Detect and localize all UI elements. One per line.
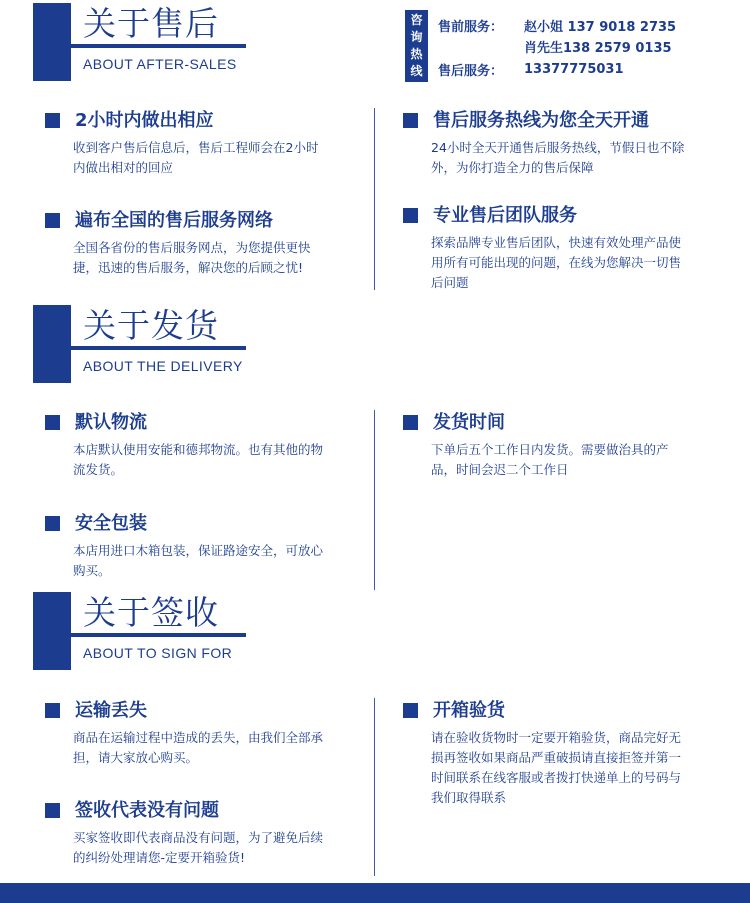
feature-title: 默认物流 [75, 412, 147, 433]
bullet-square-icon [403, 113, 418, 128]
column-divider [374, 410, 375, 590]
column-divider [374, 698, 375, 876]
bullet-square-icon [403, 415, 418, 430]
section-title: 关于发货 [83, 306, 219, 345]
feature-title: 开箱验货 [433, 700, 505, 721]
feature-title: 专业售后团队服务 [433, 205, 577, 226]
aftersale-contact[interactable]: 13377775031 [524, 62, 624, 77]
feature-desc: 全国各省份的售后服务网点，为您提供更快捷，迅速的售后服务，解决您的后顾之忧! [73, 240, 311, 275]
header-underline [71, 346, 246, 350]
bullet-square-icon [45, 113, 60, 128]
header-accent-block [33, 305, 71, 383]
footer-bar [0, 883, 750, 903]
feature-desc: 本店默认使用安能和德邦物流。也有其他的物流发货。 [73, 442, 324, 477]
section-header-sign-for [0, 592, 750, 672]
consult-hotline [405, 10, 750, 84]
presale-label: 售前服务： [438, 20, 504, 35]
section-header-delivery [0, 305, 750, 385]
bullet-square-icon [45, 415, 60, 430]
header-underline [71, 44, 246, 48]
bullet-square-icon [45, 516, 60, 531]
bullet-square-icon [45, 213, 60, 228]
bullet-square-icon [45, 803, 60, 818]
column-divider [374, 108, 375, 290]
feature-title: 遍布全国的售后服务网络 [75, 210, 273, 231]
bullet-square-icon [403, 208, 418, 223]
bullet-square-icon [45, 703, 60, 718]
feature-desc: 本店用进口木箱包装，保证路途安全，可放心购买。 [73, 543, 324, 578]
feature-desc: 收到客户售后信息后，售后工程师会在2小时内做出相对的回应 [73, 140, 319, 175]
presale-contact-1[interactable]: 赵小姐 137 9018 2735 [524, 20, 677, 35]
section-title: 关于签收 [83, 593, 219, 632]
section-subtitle: ABOUT TO SIGN FOR [83, 645, 233, 661]
section-title: 关于售后 [83, 4, 219, 43]
header-accent-block [33, 3, 71, 81]
section-subtitle: ABOUT AFTER-SALES [83, 56, 237, 72]
feature-title: 2小时内做出相应 [75, 110, 214, 131]
feature-desc: 买家签收即代表商品没有问题，为了避免后续的纠纷处理请您-定要开箱验货! [73, 830, 324, 865]
feature-desc: 下单后五个工作日内发货。需要做治具的产品，时间会迟二个工作日 [431, 442, 669, 477]
aftersale-label: 售后服务： [438, 64, 504, 79]
presale-contact-2[interactable]: 肖先生138 2579 0135 [524, 41, 672, 56]
feature-title: 签收代表没有问题 [75, 800, 219, 821]
feature-desc: 探索品牌专业售后团队，快速有效处理产品使用所有可能出现的问题，在线为您解决一切售后问题 [431, 235, 682, 290]
header-underline [71, 633, 246, 637]
feature-desc: 24小时全天开通售后服务热线，节假日也不除外，为你打造全力的售后保障 [431, 140, 685, 175]
bullet-square-icon [403, 703, 418, 718]
feature-desc: 请在验收货物时一定要开箱验货，商品完好无损再签收如果商品严重破损请直接拒签并第一时间联系在线客服或者拨打快递单上的号码与我们取得联系 [431, 730, 682, 805]
feature-title: 运输丢失 [75, 700, 147, 721]
hotline-badge: 咨询热线 [405, 10, 428, 82]
feature-title: 安全包装 [75, 513, 147, 534]
feature-title: 发货时间 [433, 412, 505, 433]
feature-desc: 商品在运输过程中造成的丢失，由我们全部承担，请大家放心购买。 [73, 730, 324, 765]
header-accent-block [33, 592, 71, 670]
feature-title: 售后服务热线为您全天开通 [433, 110, 649, 131]
section-subtitle: ABOUT THE DELIVERY [83, 358, 243, 374]
